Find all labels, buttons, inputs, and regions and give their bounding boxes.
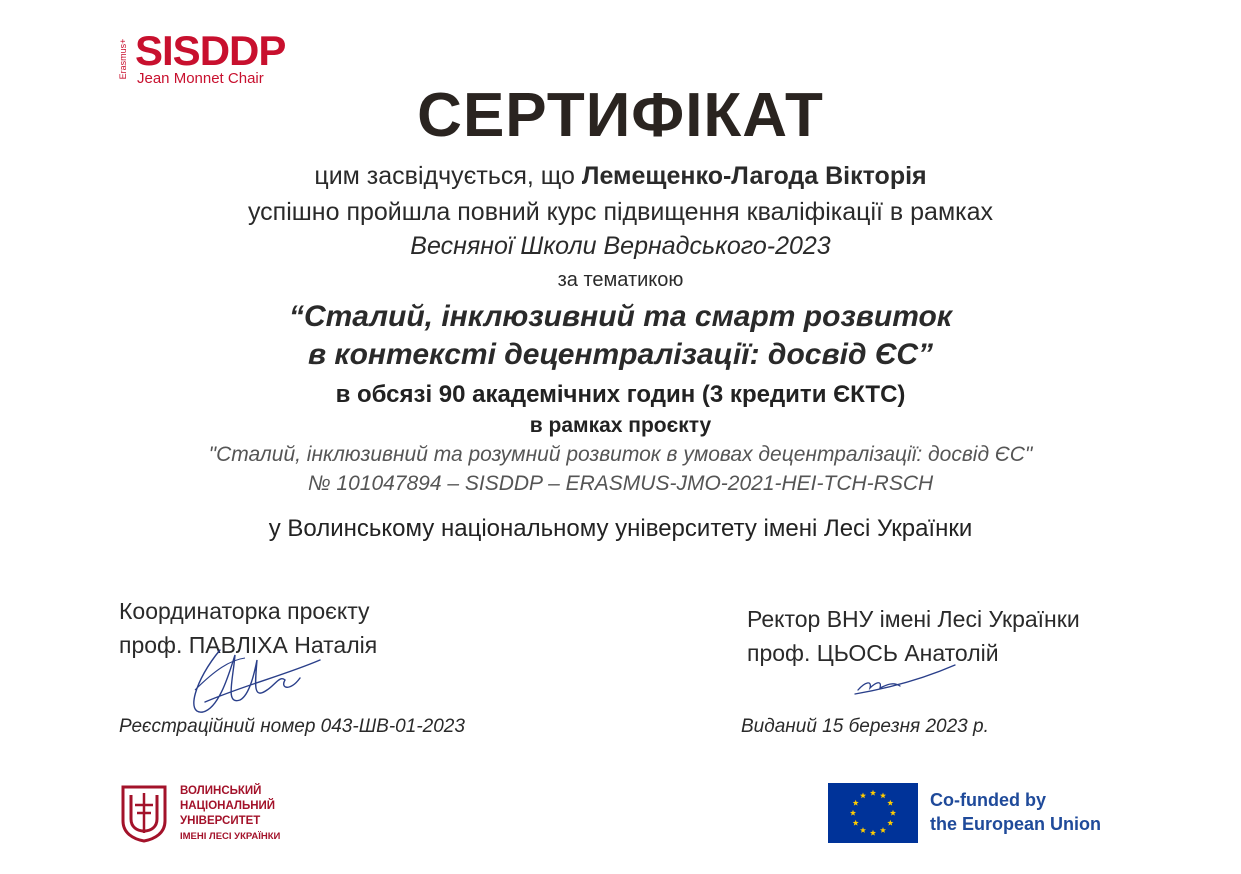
project-name: "Сталий, інклюзивний та розумний розвиток в умовах децентралізації: досвід ЄС" [208, 443, 1033, 466]
certificate-title: СЕРТИФІКАТ [417, 81, 824, 150]
registration-number: Реєстраційний номер 043-ШВ-01-2023 [119, 716, 465, 737]
university-line: у Волинському національному університету імені Лесі Українки [268, 515, 973, 542]
school-name: Весняної Школи Вернадського-2023 [410, 232, 831, 260]
in-project-line: в рамках проєкту [529, 414, 712, 437]
eu-cofunded-text: Co-funded by the European Union [930, 790, 1101, 834]
project-number: № 101047894 – SISDDP – ERASMUS-JMO-2021-HEI-TCH-RSCH [307, 472, 934, 495]
sisddp-logo-subtitle: Jean Monnet Chair [137, 70, 264, 87]
erasmus-vertical-label: Erasmus+ [118, 38, 128, 80]
coordinator-signature [185, 640, 325, 720]
rector-name: проф. ЦЬОСЬ Анатолій [747, 640, 999, 666]
vnu-name: ВОЛИНСЬКИЙ НАЦІОНАЛЬНИЙ УНІВЕРСИТЕТ ІМЕНІ ЛЕСІ УКРАЇНКИ [180, 785, 281, 842]
vnu-emblem-icon [119, 783, 169, 843]
hours-line: в обсязі 90 академічних годин (3 кредити ЄКТС) [335, 381, 906, 408]
rector-role: Ректор ВНУ імені Лесі Українки [747, 606, 1080, 632]
topic-intro: за тематикою [557, 269, 684, 291]
certify-line [0, 162, 1241, 191]
eu-flag-icon [828, 783, 918, 843]
coordinator-role: Координаторка проєкту [119, 598, 370, 624]
sisddp-logo-title: SISDDP [135, 27, 286, 74]
rector-signature [850, 660, 960, 700]
topic-line-2: в контексті децентралізації: досвід ЄС” [307, 338, 934, 371]
recipient-name: Лемещенко-Лагода Вікторія [581, 162, 927, 190]
issue-date: Виданий 15 березня 2023 р. [741, 716, 989, 737]
certify-prefix: цим засвідчується, що [314, 162, 575, 190]
topic-line-1: “Сталий, інклюзивний та смарт розвиток [288, 300, 953, 333]
completion-line: успішно пройшла повний курс підвищення кваліфікації в рамках [247, 198, 994, 226]
coordinator-name: проф. ПАВЛІХА Наталія [119, 632, 378, 658]
